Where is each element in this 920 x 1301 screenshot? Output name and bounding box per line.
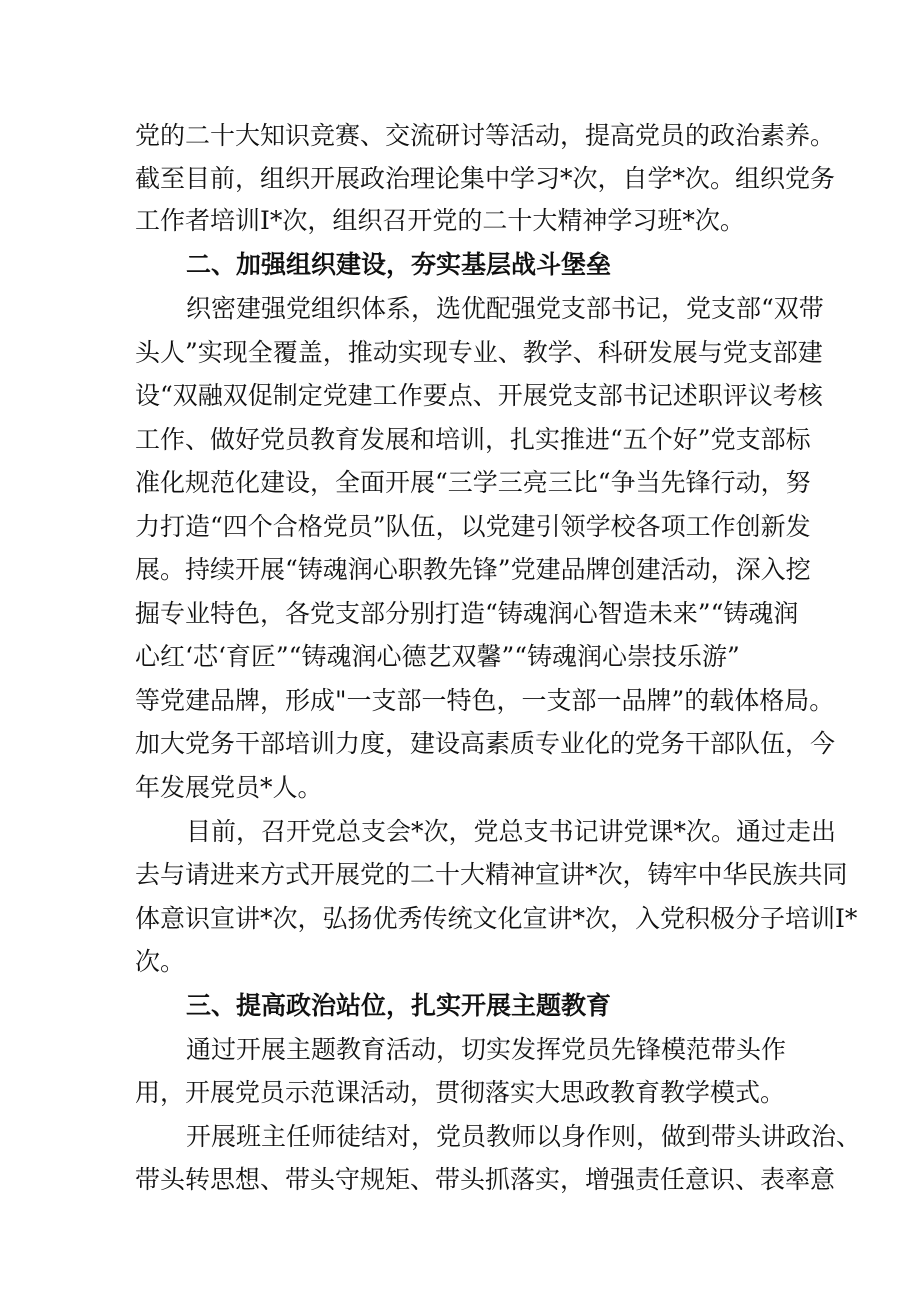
paragraph-4-line-1: 通过开展主题教育活动，切实发挥党员先锋模范带头作 (186, 1035, 787, 1064)
section-heading-3: 三、提高政治站位，扎实开展主题教育 (186, 991, 612, 1020)
paragraph-2-line-8: 掘专业特色，各党支部分别打造“铸魂润心智造未来”“铸魂润 (135, 599, 799, 628)
paragraph-1-line-3: 工作者培训I*次，组织召开党的二十大精神学习班*次。 (135, 206, 745, 235)
paragraph-2-line-7: 展。持续开展“铸魂润心职教先锋”党建品牌创建活动，深入挖 (135, 555, 811, 584)
paragraph-4-line-2: 用，开展党员示范课活动，贯彻落实大思政教育教学模式。 (135, 1078, 786, 1107)
paragraph-3-line-1: 目前，召开党总支会*次，党总支书记讲党课*次。通过走出 (186, 817, 837, 846)
paragraph-3-line-4: 次。 (135, 947, 186, 976)
paragraph-2-line-6: 力打造“四个合格党员”队伍，以党建引领学校各项工作创新发 (135, 512, 811, 541)
paragraph-3-line-3: 体意识宣讲*次，弘扬优秀传统文化宣讲*次，入党积极分子培训I* (135, 904, 858, 933)
section-heading-2: 二、加强组织建设，夯实基层战斗堡垒 (186, 250, 612, 279)
paragraph-2-line-2: 头人”实现全覆盖，推动实现专业、教学、科研发展与党支部建 (135, 338, 823, 367)
paragraph-5-line-1: 开展班主任师徒结对，党员教师以身作则，做到带头讲政治、 (186, 1122, 862, 1151)
paragraph-2-line-1: 织密建强党组织体系，选优配强党支部书记，党支部“双带 (186, 294, 824, 323)
paragraph-2-line-3: 设“双融双促制定党建工作要点、开展党支部书记述职评议考核 (135, 381, 823, 410)
paragraph-3-line-2: 去与请进来方式开展党的二十大精神宣讲*次，铸牢中华民族共同 (135, 860, 848, 889)
paragraph-2-line-11: 加大党务干部培训力度，建设高素质专业化的党务干部队伍，今 (135, 729, 836, 758)
paragraph-2-line-4: 工作、做好党员教育发展和培训，扎实推进“五个好”党支部标 (135, 425, 811, 454)
paragraph-2-line-12: 年发展党员*人。 (135, 773, 323, 802)
paragraph-1-line-2: 截至目前，组织开展政治理论集中学习*次，自学*次。组织党务 (135, 164, 836, 193)
paragraph-5-line-2: 带头转思想、带头守规矩、带头抓落实，增强责任意识、表率意 (135, 1165, 836, 1194)
paragraph-2-line-5: 准化规范化建设，全面开展“三学三亮三比“争当先锋行动，努 (135, 468, 811, 497)
paragraph-1-line-1: 党的二十大知识竞赛、交流研讨等活动，提高党员的政治素养。 (135, 121, 836, 150)
paragraph-2-line-9: 心红‘芯‘育匠”“铸魂润心德艺双馨”“铸魂润心崇技乐游” (135, 642, 740, 671)
paragraph-2-line-10: 等党建品牌，形成"一支部一特色，一支部一品牌”的载体格局。 (135, 686, 835, 715)
